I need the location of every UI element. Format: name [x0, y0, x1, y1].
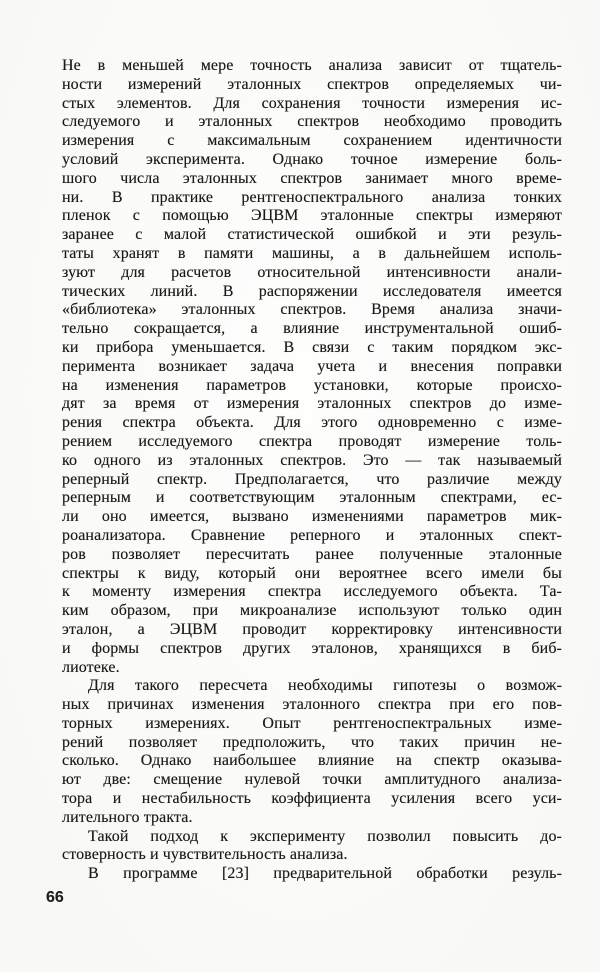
text-line: тических линий. В распоряжении исследователя имеется: [62, 282, 562, 300]
text-line: реперный спектр. Предполагается, что различие между: [62, 470, 562, 488]
text-line: пленок с помощью ЭЦВМ эталонные спектры измеряют: [62, 207, 562, 225]
text-line: стоверность и чувствительность анализа.: [62, 846, 348, 864]
text-line: торных измерениях. Опыт рентгеноспектральных изме-: [62, 714, 562, 732]
text-line: рения спектра объекта. Для этого одновременно с изме-: [62, 414, 562, 432]
text-line: перимента возникает задача учета и внесения поправки: [62, 357, 562, 375]
text-line: рением исследуемого спектра проводят измерение толь-: [62, 432, 562, 450]
text-line: таты хранят в памяти машины, а в дальнейшем исполь-: [62, 244, 562, 262]
text-line: рений позволяет предположить, что таких причин не-: [62, 733, 562, 751]
text-line: лительного тракта.: [62, 808, 193, 826]
text-line: эталон, а ЭЦВМ проводит корректировку интенсивности: [62, 620, 562, 638]
text-line: ни. В практике рентгеноспектрального анализа тонких: [62, 188, 562, 206]
text-line: спектры к виду, который они вероятнее всего имели бы: [62, 564, 562, 582]
text-line: ки прибора уменьшается. В связи с таким порядком экс-: [62, 338, 562, 356]
text-line: Такой подход к эксперименту позволил повысить до-: [88, 827, 562, 845]
text-line: на изменения параметров установки, которые происхо-: [62, 376, 562, 394]
text-line: ли оно имеется, вызвано изменениями параметров мик-: [62, 508, 562, 526]
text-line: ров позволяет пересчитать ранее полученные эталонные: [62, 545, 562, 563]
text-line: ко одного из эталонных спектров. Это — так называемый: [62, 451, 562, 469]
text-line: Не в меньшей мере точность анализа зависит от тщатель-: [62, 57, 562, 74]
text-line: дят за время от измерения эталонных спектров до изме-: [62, 395, 562, 413]
text-line: зуют для расчетов относительной интенсивности анали-: [62, 263, 562, 281]
text-line: и формы спектров других эталонов, хранящихся в биб-: [62, 639, 562, 657]
text-line: В программе [23] предварительной обработки резуль-: [88, 865, 562, 883]
text-line: заранее с малой статистической ошибкой и эти резуль-: [62, 226, 562, 244]
page-number: 66: [46, 889, 64, 906]
text-line: следуемого и эталонных спектров необходимо проводить: [62, 113, 562, 131]
text-line: к моменту измерения спектра исследуемого объекта. Та-: [62, 583, 562, 601]
text-line: тора и нестабильность коэффициента усиления всего уси-: [62, 790, 562, 808]
text-line: шого числа эталонных спектров занимает много време-: [62, 169, 562, 187]
text-line: измерения с максимальным сохранением идентичности: [62, 132, 562, 150]
text-line: роанализатора. Сравнение реперного и эталонных спект-: [62, 526, 562, 544]
text-line: Для такого пересчета необходимы гипотезы о возмож-: [88, 677, 562, 695]
text-line: ных причинах изменения эталонного спектра при его пов-: [62, 696, 562, 714]
text-line: ким образом, при микроанализе используют только один: [62, 602, 562, 620]
text-line: реперным и соответствующим эталонным спектрами, ес-: [62, 489, 562, 507]
text-line: сколько. Однако наибольшее влияние на спектр оказыва-: [62, 752, 562, 770]
text-line: ности измерений эталонных спектров определяемых чи-: [62, 75, 562, 93]
text-line: «библиотека» эталонных спектров. Время анализа значи-: [62, 301, 562, 319]
text-line: условий эксперимента. Однако точное измерение боль-: [62, 150, 562, 168]
text-line: ют две: смещение нулевой точки амплитудного анализа-: [62, 771, 562, 789]
text-line: тельно сокращается, а влияние инструментальной ошиб-: [62, 320, 562, 338]
text-line: стых элементов. Для сохранения точности измерения ис-: [62, 94, 562, 112]
text-line: лиотеке.: [62, 658, 120, 676]
page-text: [62, 57, 562, 884]
